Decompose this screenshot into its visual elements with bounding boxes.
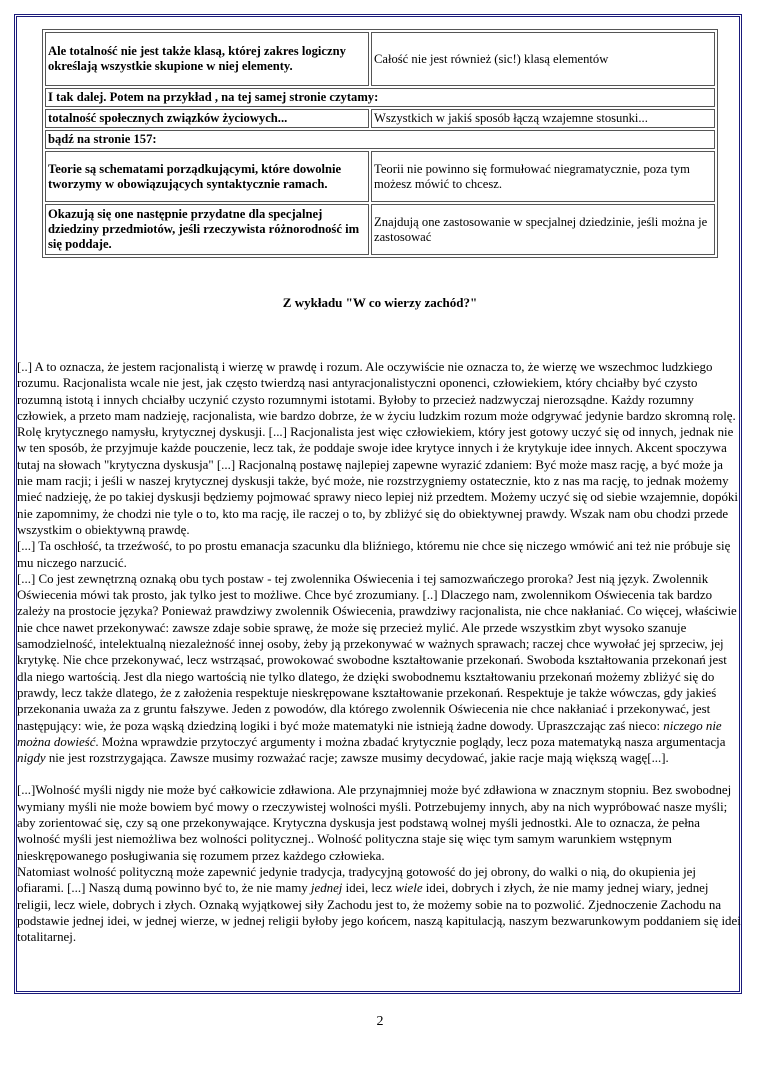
text-run: idei, lecz — [342, 881, 396, 896]
emphasis: wiele — [395, 881, 423, 896]
paragraph: [..] A to oznacza, że jestem racjonalistą i wierzę w prawdę i rozum. Ale oczywiście nie oznacza to, że wierzę we wszechmoc ludzkiego rozumu. Racjonalista wcale nie jest, jak często twierdzą nasi antyracjonalistyczni oponenci, człowiekiem, który chciałby być czysto rozumną istotą i innych chciałby uczynić czysto rozumnymi istotami. Byłoby to przecież nadzwyczaj nierozsądne. Każdy rozumny człowiek, a przeto mam nadzieję, racjonalista, wie bardzo dobrze, że w życiu ludzkim rozum może odgrywać jedynie bardzo skromną rolę. Rolę krytycznego namysłu, krytycznej dyskusji. [...] Racjonalista jest więc człowiekiem, który jest gotowy uczyć się od innych, jednak nie w ten sposób, że przyjmuje każde pouczenie, lecz tak, że poddaje swoje idee krytyce innych i że krytykuje idee innych. Akcent spoczywa tutaj na słowach "krytyczna dyskusja" [...] Racjonalną postawę najlepiej zapewne wyrazić zdaniem: Być może masz rację, a być może ja nie mam racji; i jeśli w naszej krytycznej dyskusji także, być może, nie rozstrzygniemy ostatecznie, kto z nas ma rację, to jednak możemy mieć nadzieję, że po takiej dyskusji będziemy pojmować sprawy nieco lepiej niż przedtem. Możemy uczyć się od siebie wzajemnie, dopóki nie zapomnimy, że chodzi nie tyle o to, kto ma rację, ile raczej o to, by zbliżyć się do obiektywnej prawdy. Wszak nam obu chodzi przede wszystkim o obiektywną prawdę. — [17, 360, 738, 537]
quote-comparison-table — [42, 29, 718, 258]
paragraph — [17, 864, 741, 945]
text-run: idei, dobrych i złych, że nie mamy jednej wiary, jednej religii, lecz wiele, dobrych i złych. Oznaką wyjątkowej siły Zachodu jest to, że możemy sobie na to pozwolić. Zjednoczenie Zachodu na podstawie jednej idei, w jednej wierze, w jednej religii byłoby jego końcem, naszą kapitulacją, naszym bezwarunkowym poddaniem się idei totalitarnej. — [17, 881, 741, 945]
emphasis: jednej — [310, 881, 343, 896]
comment-cell: Całość nie jest również (sic!) klasą elementów — [371, 32, 715, 86]
table-row — [45, 109, 715, 128]
original-quote-cell: Ale totalność nie jest także klasą, której zakres logiczny określają wszystkie skupione w niej elementy. — [45, 32, 369, 86]
spanning-cell: bądź na stronie 157: — [45, 130, 715, 149]
text-run: nie jest rozstrzygająca. Zawsze musimy rozważać racje; zawsze musimy decydować, jakie racje mają większą wagę[...]. — [45, 751, 669, 766]
lecture-title: Z wykładu "W co wierzy zachód?" — [282, 295, 478, 310]
lecture-excerpt — [17, 359, 741, 945]
comment-cell: Wszystkich w jakiś sposób łączą wzajemne stosunki... — [371, 109, 715, 128]
table-row — [45, 88, 715, 107]
text-run: . Można wprawdzie przytoczyć argumenty i można zbadać krytycznie poglądy, lecz poza matematyką nasza argumentacja — [95, 734, 726, 749]
emphasis: nigdy — [17, 751, 46, 766]
original-quote-cell: totalność społecznych związków życiowych... — [45, 109, 369, 128]
text-run: [...] Co jest zewnętrzną oznaką obu tych postaw - tej zwolennika Oświecenia i tej samozwańczego proroka? Jest nią język. Zwolennik Oświecenia mówi tak prosto, jak tylko jest to możliwe. Chce być zrozumiany. [..] Dlaczego nam, zwolennikom Oświecenia tak bardzo zależy na prostocie języka? Ponieważ prawdziwy zwolennik Oświecenia, prawdziwy racjonalista, nie chce nakłaniać. Co więcej, właściwie nie chce nawet przekonywać: zawsze zdaje sobie sprawę, że może się przecież mylić. Ale przede wszystkim zbyt wysoko szanuje samodzielność, intelektualną niezależność innej osoby, żeby ją przekonywać w ważnych sprawach; raczej chce wywołać jej sprzeciw, jej krytykę. Nie chce przekonywać, lecz wstrząsać, prowokować swobodne kształtowanie przekonań. Swoboda kształtowania przekonań jest dla niego wartością. Jest dla niego wartością nie tylko dlatego, że dzięki swobodnemu kształtowaniu przekonań możemy zbliżyć się do prawdy, lecz także dlatego, że z założenia respektuje nieskrępowane kształtowanie przekonań. Respektuje je także wówczas, gdy jakieś przekonania uważa za z gruntu fałszywe. Jeden z powodów, dla którego zwolennik Oświecenia nie chce nakłaniać i przekonywać, jest następujący: wie, że poza wąską dziedziną logiki i być może matematyki nie istnieją żadne dowody. Upraszczając zaś nieco: — [17, 571, 737, 733]
paragraph: [...]Wolność myśli nigdy nie może być całkowicie zdławiona. Ale przynajmniej może być zdławiona w znacznym stopniu. Bez swobodnej wymiany myśli nie może bowiem być mowy o rzeczywistej wolności myśli. Potrzebujemy innych, aby na nich wypróbować nasze myśli; aby zorientować się, czy są one przekonywające. Krytyczna dyskusja jest podstawą wolnej myśli jednostki. Ale to oznacza, że pełna wolność myśli jest niemożliwa bez wolności politycznej.. Wolność polityczna staje się więc tym samym warunkiem wstępnym nieskrępowanego posługiwania się rozumem przez każdego człowieka. — [17, 783, 732, 863]
table-row — [45, 151, 715, 202]
paragraph — [17, 571, 741, 767]
comment-cell: Znajdują one zastosowanie w specjalnej dziedzinie, jeśli można je zastosować — [371, 204, 715, 255]
comment-cell: Teorii nie powinno się formułować niegramatycznie, poza tym możesz mówić to chcesz. — [371, 151, 715, 202]
spanning-cell: I tak dalej. Potem na przykład , na tej samej stronie czytamy: — [45, 88, 715, 107]
text-run: Natomiast wolność polityczną może zapewnić jedynie tradycja, tradycyjną gotowość do jej obrony, do walki o nią, do okupienia jej ofiarami. [...] Naszą dumą powinno być to, że nie mamy — [17, 864, 696, 896]
emphasis: niczego nie można dowieść — [17, 718, 722, 749]
page-number: 2 — [376, 1014, 384, 1029]
paragraph: [...] Ta oschłość, ta trzeźwość, to po prostu emanacja szacunku dla bliźniego, któremu nie chce się niczego wmówić ani też nie próbuje się mu niczego narzucić. — [17, 539, 731, 570]
original-quote-cell: Okazują się one następnie przydatne dla specjalnej dziedziny przedmiotów, jeśli rzeczywista różnorodność im się poddaje. — [45, 204, 369, 255]
original-quote-cell: Teorie są schematami porządkującymi, które dowolnie tworzymy w obowiązujących syntaktycznie ramach. — [45, 151, 369, 202]
table-row — [45, 130, 715, 149]
table-row — [45, 32, 715, 86]
table-row — [45, 204, 715, 255]
